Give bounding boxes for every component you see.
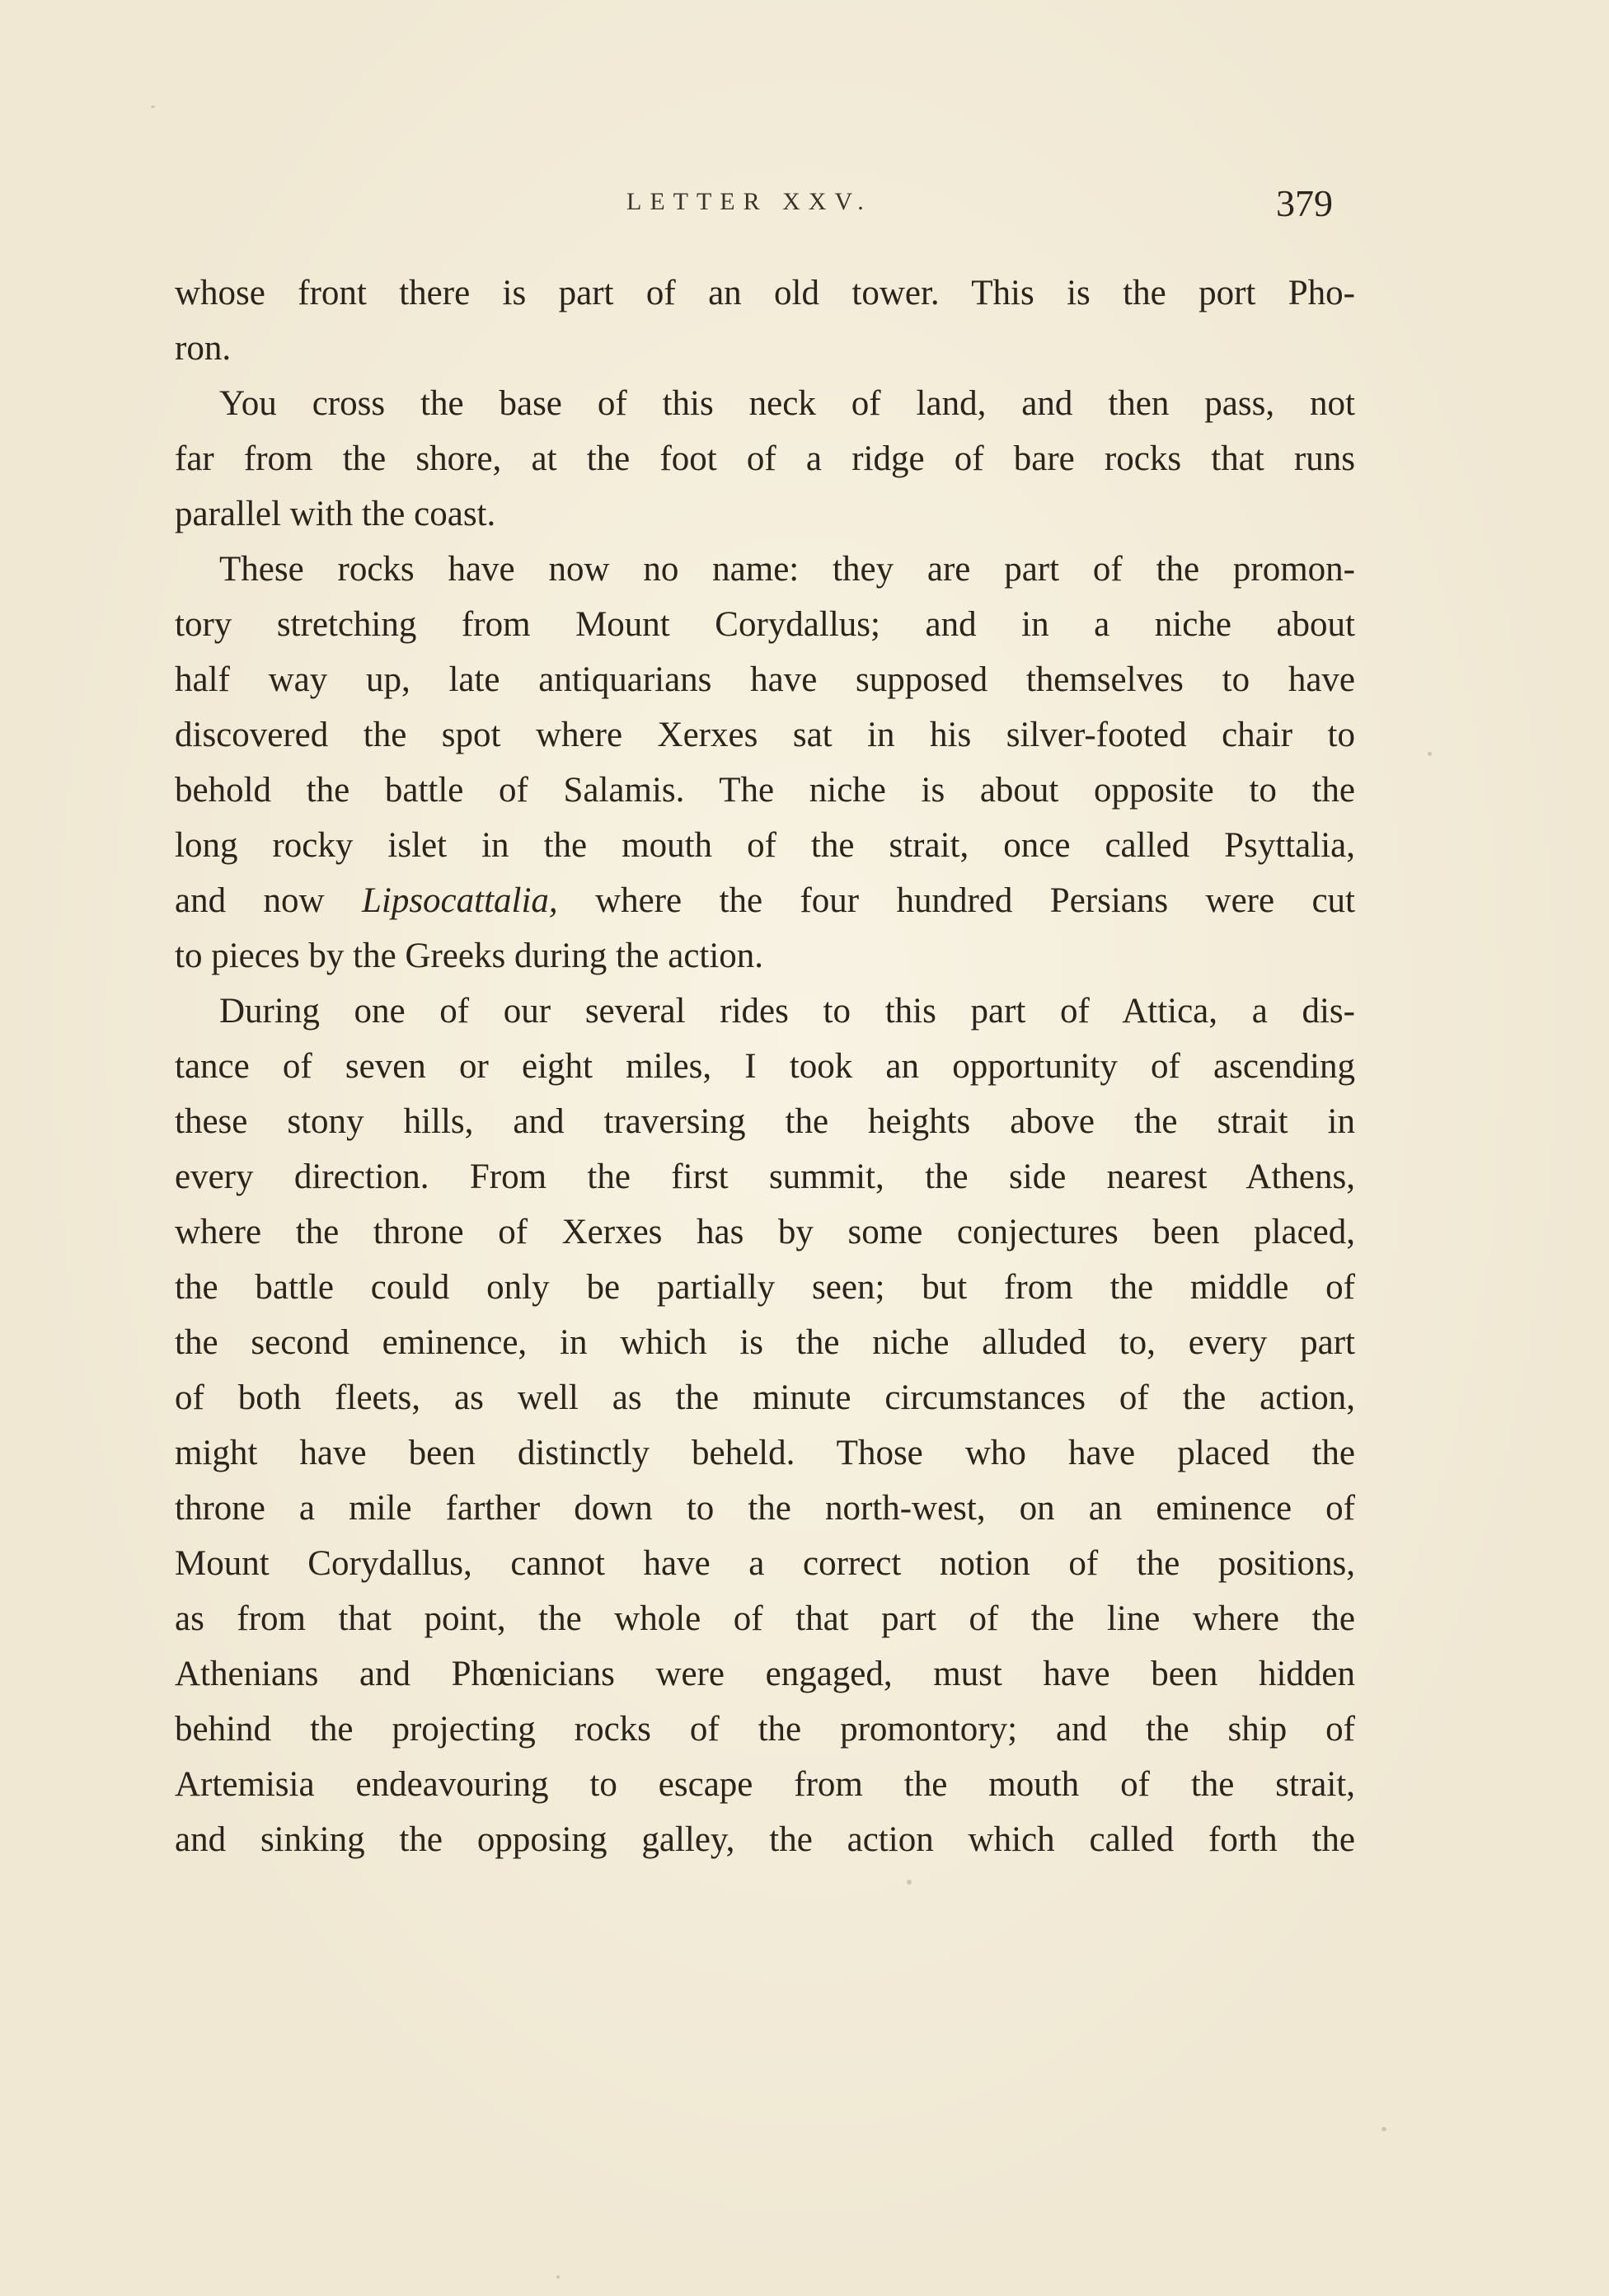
- running-title: LETTER XXV.: [626, 188, 872, 215]
- running-head: [0, 182, 1609, 237]
- text-line: Artemisia endeavouring to escape from the mouth of the strait,: [175, 1765, 1355, 1804]
- text-line-italic-mention: [175, 873, 1355, 928]
- text-line: as from that point, the whole of that part of the line where the: [175, 1599, 1355, 1638]
- text-line: of both fleets, as well as the minute circumstances of the action,: [175, 1378, 1355, 1417]
- text-line: ron.: [175, 329, 232, 368]
- text-segment: where the four hundred Persians were cut: [557, 881, 1356, 920]
- paper-speck: [556, 2275, 560, 2279]
- text-line: throne a mile farther down to the north-west, on an eminence of: [175, 1489, 1355, 1528]
- text-line: behold the battle of Salamis. The niche is about opposite to the: [175, 771, 1355, 810]
- text-line: discovered the spot where Xerxes sat in his silver-footed chair to: [175, 716, 1355, 754]
- italic-place-name: Lipsocattalia,: [361, 881, 558, 920]
- text-line: Athenians and Phœnicians were engaged, must have been hidden: [175, 1655, 1355, 1693]
- text-line: these stony hills, and traversing the heights above the strait in: [175, 1102, 1355, 1141]
- text-line: every direction. From the first summit, the side nearest Athens,: [175, 1157, 1355, 1196]
- text-line: half way up, late antiquarians have supposed themselves to have: [175, 660, 1355, 699]
- text-line: might have been distinctly beheld. Those who have placed the: [175, 1434, 1355, 1472]
- text-segment: and now: [175, 881, 362, 920]
- text-line: During one of our several rides to this part of Attica, a dis-: [219, 992, 1355, 1031]
- page-number: 379: [1276, 182, 1333, 224]
- text-line: where the throne of Xerxes has by some conjectures been placed,: [175, 1213, 1355, 1251]
- text-line: whose front there is part of an old tower. This is the port Pho-: [175, 274, 1355, 312]
- text-line: the battle could only be partially seen; but from the middle of: [175, 1268, 1355, 1307]
- text-line: tory stretching from Mount Corydallus; and in a niche about: [175, 605, 1355, 644]
- text-line: Mount Corydallus, cannot have a correct notion of the positions,: [175, 1544, 1355, 1583]
- text-line: long rocky islet in the mouth of the strait, once called Psyttalia,: [175, 826, 1355, 865]
- text-line: parallel with the coast.: [175, 495, 496, 533]
- paper-speck: [1428, 752, 1432, 756]
- text-line: to pieces by the Greeks during the action.: [175, 937, 764, 975]
- text-line: You cross the base of this neck of land, and then pass, not: [219, 384, 1355, 423]
- text-line: far from the shore, at the foot of a ridge of bare rocks that runs: [175, 439, 1355, 478]
- text-line: behind the projecting rocks of the promontory; and the ship of: [175, 1710, 1355, 1749]
- text-line: and sinking the opposing galley, the action which called forth the: [175, 1820, 1355, 1859]
- paper-speck: [151, 106, 155, 108]
- text-line: the second eminence, in which is the niche alluded to, every part: [175, 1323, 1355, 1362]
- body-text: [175, 265, 1355, 1867]
- text-line: tance of seven or eight miles, I took an opportunity of ascending: [175, 1047, 1355, 1086]
- paper-speck: [907, 1880, 912, 1885]
- paper-speck: [1381, 2127, 1386, 2131]
- text-line: These rocks have now no name: they are part of the promon-: [219, 550, 1355, 589]
